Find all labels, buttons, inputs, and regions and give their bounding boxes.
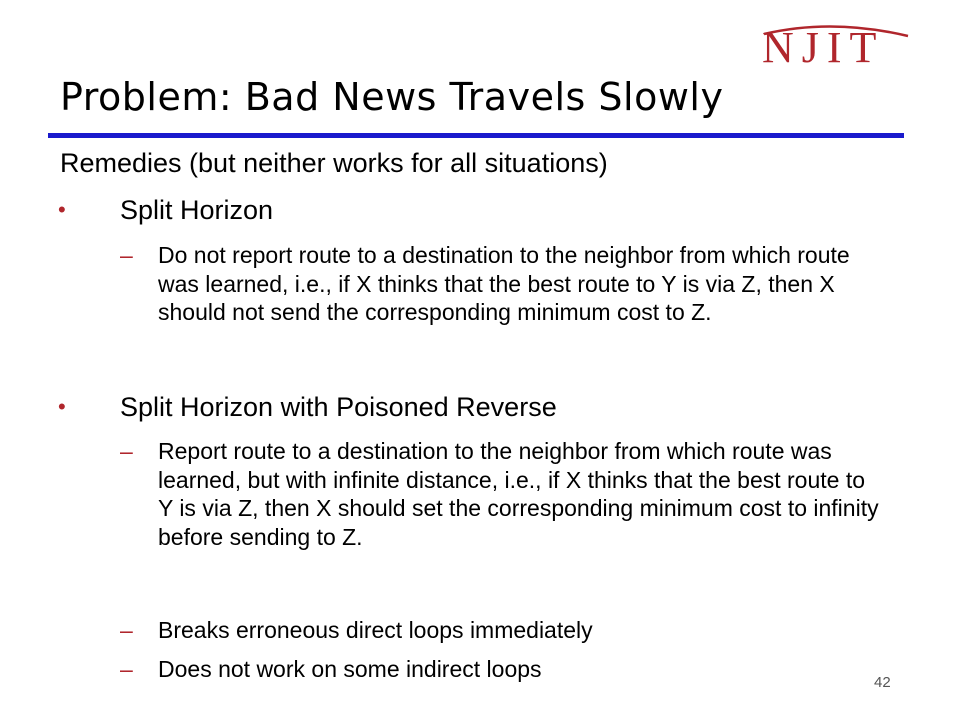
bullet-icon: • (58, 394, 66, 419)
slide-title: Problem: Bad News Travels Slowly (60, 75, 724, 119)
sub-item (120, 437, 880, 551)
njit-logo (762, 24, 910, 76)
dash-icon: – (120, 656, 133, 682)
page-number: 42 (874, 674, 891, 691)
sub-item-text: Breaks erroneous direct loops immediately (158, 617, 593, 643)
dash-icon: – (120, 438, 133, 464)
slide-subtitle: Remedies (but neither works for all situations) (60, 148, 608, 178)
logo-text: NJIT (762, 23, 885, 72)
sub-item (120, 616, 880, 645)
bullet-label: Split Horizon with Poisoned Reverse (120, 392, 557, 422)
sub-item (120, 241, 880, 327)
bullet-icon: • (58, 197, 66, 222)
bullet-label: Split Horizon (120, 195, 274, 225)
dash-icon: – (120, 242, 133, 268)
dash-icon: – (120, 617, 133, 643)
sub-item-text: Do not report route to a destination to the neighbor from which route was learned, i.e., if X thinks that the best route to Y is via Z, then X should not send the corresponding minimum cost to Z. (158, 242, 850, 325)
sub-item (120, 655, 880, 684)
sub-item-text: Report route to a destination to the neighbor from which route was learned, but with infinite distance, i.e., if X thinks that the best route to Y is via Z, then X should set the corresponding minimum cost to infinity before sending to Z. (158, 438, 879, 550)
sub-item-text: Does not work on some indirect loops (158, 656, 542, 682)
title-rule (48, 133, 904, 138)
